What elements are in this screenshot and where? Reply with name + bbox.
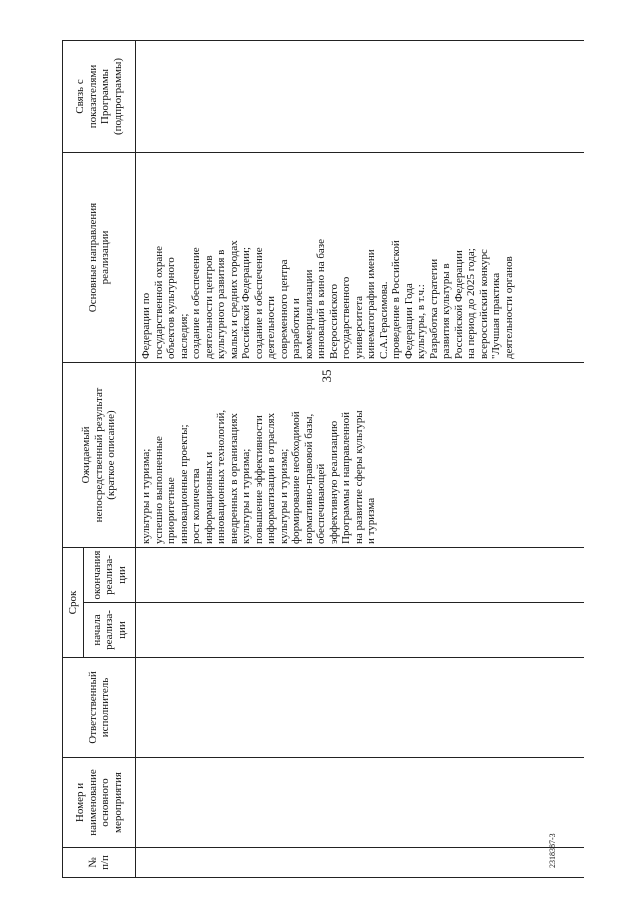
header-term-end: окончания реализа- ции [84, 548, 136, 603]
rotated-table-wrapper [62, 41, 573, 878]
page-number: 35 [319, 369, 334, 383]
program-events-table [62, 40, 584, 878]
header-expected-result: Ожидаемый непосредственный результат (краткое описание) [63, 363, 136, 548]
table-row [136, 41, 585, 878]
cell-expected-result: культуры и туризма; успешно выполненные приоритетные инновационные проекты; рост количества информационных и инновационных технологий, внедренных в организациях культуры и туризма; повышение эффективности информатизации в отраслях культуры и туризма; формирование необходимой нормативно-правовой базы, обеспечивающей эффективную реализацию Программы и направленной на развитие сферы культуры и туризма [136, 363, 585, 548]
header-directions: Основные направления реализации [63, 153, 136, 363]
header-number: № п/п [63, 848, 136, 878]
document-id: 2318387-3 [548, 833, 557, 868]
cell-link [136, 41, 585, 153]
header-term: Срок [63, 548, 84, 658]
cell-event [136, 758, 585, 848]
cell-directions: Федерации по государственной охране объектов культурного наследия; создание и обеспечение деятельности центров культурного развития в малых и средних городах Российской Федерации; создание и обеспечение деятельности современного центра разработки и коммерциализации инноваций в кино на базе Всероссийского государственного университета кинематографии имени С.А.Герасимова. проведение в Российской Федерации Года культуры, в т.ч.: Разработка стратегии развития культуры в Российской Федерации на период до 2025 года; всероссийский конкурс "Лучшая практика деятельности органов [136, 153, 585, 363]
cell-term-start [136, 603, 585, 658]
cell-executor [136, 658, 585, 758]
header-event: Номер и наименование основного мероприятия [63, 758, 136, 848]
header-link: Связь с показателями Программы (подпрограммы) [63, 41, 136, 153]
header-executor: Ответственный исполнитель [63, 658, 136, 758]
cell-term-end [136, 548, 585, 603]
header-term-start: начала реализа- ции [84, 603, 136, 658]
cell-number [136, 848, 585, 878]
